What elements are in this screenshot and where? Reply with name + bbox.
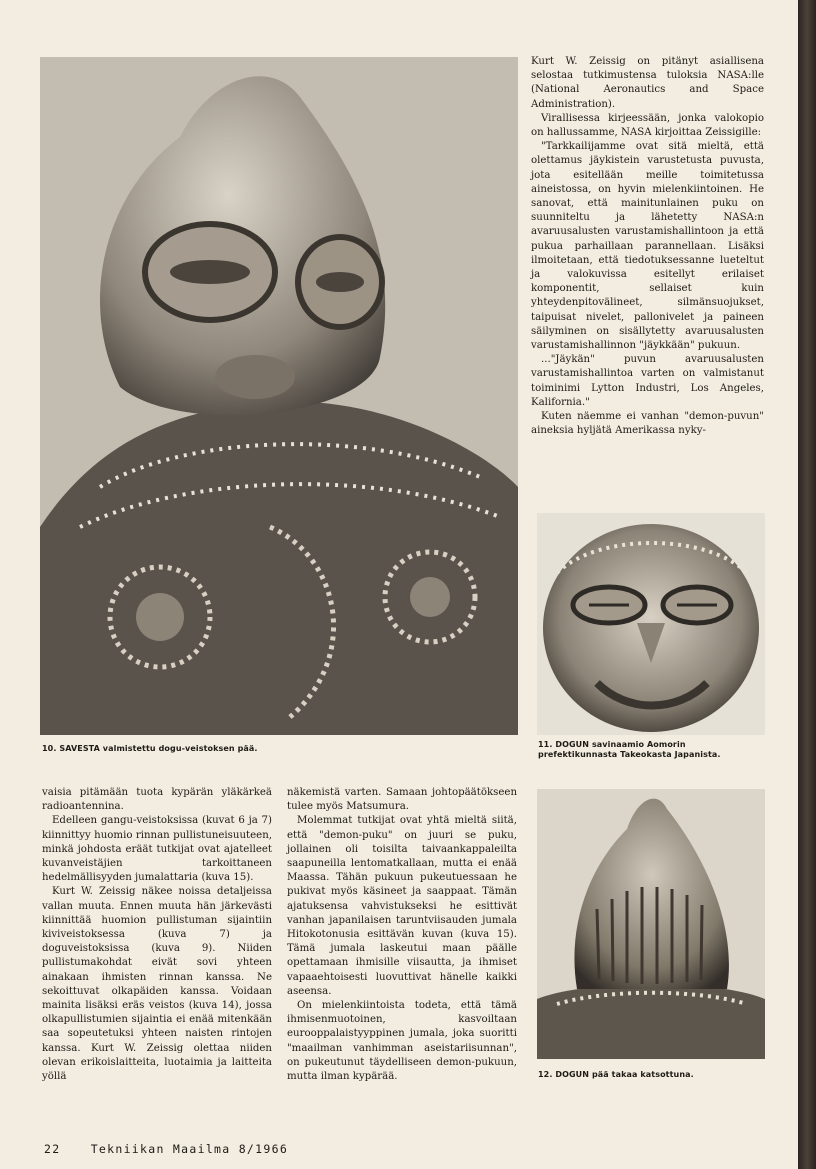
paragraph: vaisia pitämään tuota kypärän yläkärkeä radioantennina.	[42, 787, 272, 813]
paragraph: Kurt W. Zeissig näkee noissa detaljeissa vallan muuta. Ennen muuta hän järkevästi kiinnittää huomion pullistuman sijaintiin kiviveistoksessa (kuva 7) ja doguveistoksissa (kuva 9). Niiden pullistumakohdat eivät sovi yhteen ainakaan ihmisten rinnan kanssa. Ne sekoittuvat olkapäiden kanssa. Voidaan mainita lisäksi eräs veistos (kuva 14), jossa olkapullistumien sijaintia ei enää mitenkään saa sopeutetuksi yhteen naisten rintojen kanssa. Kurt W. Zeissig olettaa niiden olevan erikoislaitteita, luotaimia ja laitteita yöllä	[42, 886, 272, 1083]
paragraph: Virallisessa kirjeessään, jonka valokopio on hallussamme, NASA kirjoittaa Zeissigille:	[531, 112, 764, 139]
paragraph: näkemistä varten. Samaan johtopäätökseen tulee myös Matsumura.	[287, 787, 517, 813]
text-column-right	[531, 55, 764, 438]
caption-fig10: 10. SAVESTA valmistettu dogu-veistoksen pää.	[42, 744, 258, 753]
paragraph: "Tarkkailijamme ovat sitä mieltä, että olettamus jäykistein varustetusta puvusta, jota esitellään meille toimitetussa aineistossa, on hyvin mielenkiintoinen. He sanovat, että mainitunlainen puku on suunniteltu ja lähetetty NASA:n avaruusalusten varustamishallintoon ja että pukua parhaillaan parannellaan. Lisäksi ilmoitetaan, että tiedotuksessanne lueteltut ja valokuvissa esitellyt erilaiset komponentit, sellaiset kuin yhteydenpitovälineet, silmänsuojukset, taipuisat nivelet, pallonivelet ja paineen säilyminen on sisällytetty avaruusalusten varustamishallinnon "jäykkään" pukuun.	[531, 141, 764, 352]
paragraph: ..."Jäykän" puvun avaruusalusten varustamishallintoa varten on valmistanut toiminimi Lytton Industri, Los Angeles, Kalifornia."	[531, 354, 764, 408]
paragraph: Edelleen gangu-veistoksissa (kuvat 6 ja 7) kiinnittyy huomio rinnan pullistuneisuuteen, minkä johdosta eräät tutkijat ovat ajatelleet kuvanveistäjien tarkoittaneen hedelmällisyyden jumalattaria (kuva 15).	[42, 815, 272, 884]
caption-fig11: 11. DOGUN savinaamio Aomorin prefektikunnasta Takeokasta Japanista.	[538, 740, 721, 759]
paragraph: Kuten näemme ei vanhan "demon-puvun" aineksia hyljätä Amerikassa nyky-	[531, 411, 764, 437]
page-number: 22	[44, 1142, 61, 1156]
page-binding-edge	[798, 0, 816, 1169]
paragraph: Molemmat tutkijat ovat yhtä mieltä siitä, että "demon-puku" on juuri se puku, jollainen oli toisilta taivaankappaleilta saapuneilla lentomatkallaan, mutta ei enää Maassa. Tähän pukuun pukeutuessaan he pukivat myös käsineet ja saappaat. Tämän ajatuksensa vahvistukseksi he esittivät vanhan japanilaisen taruntviisauden jumala Hitokotonusia esittävän kuvan (kuva 15). Tämä jumala laskeutui maan päälle opettamaan ihmisille viisautta, ja ihmiset vapaaehtoisesti luovuttivat hänelle kaikki aseensa.	[287, 815, 517, 997]
photo-clay-mask	[537, 513, 765, 735]
magazine-issue: Tekniikan Maailma 8/1966	[90, 1142, 289, 1156]
caption-fig12: 12. DOGUN pää takaa katsottuna.	[538, 1070, 694, 1079]
page-footer	[44, 1142, 288, 1156]
photo-dogu-back	[537, 789, 765, 1059]
text-column-middle	[287, 786, 517, 1084]
photo-dogu-head	[40, 57, 518, 735]
text-column-left	[42, 786, 272, 1084]
paragraph: On mielenkiintoista todeta, että tämä ihmisenmuotoinen, kasvoiltaan eurooppalaistyyppinen jumala, joka suoritti "maailman vanhimman aseistariisunnan", on pukeutunut täydelliseen demon-pukuun, mutta ilman kypärää.	[287, 1000, 517, 1083]
paragraph: Kurt W. Zeissig on pitänyt asiallisena selostaa tutkimustensa tuloksia NASA:lle (National Aeronautics and Space Administration).	[531, 56, 764, 110]
